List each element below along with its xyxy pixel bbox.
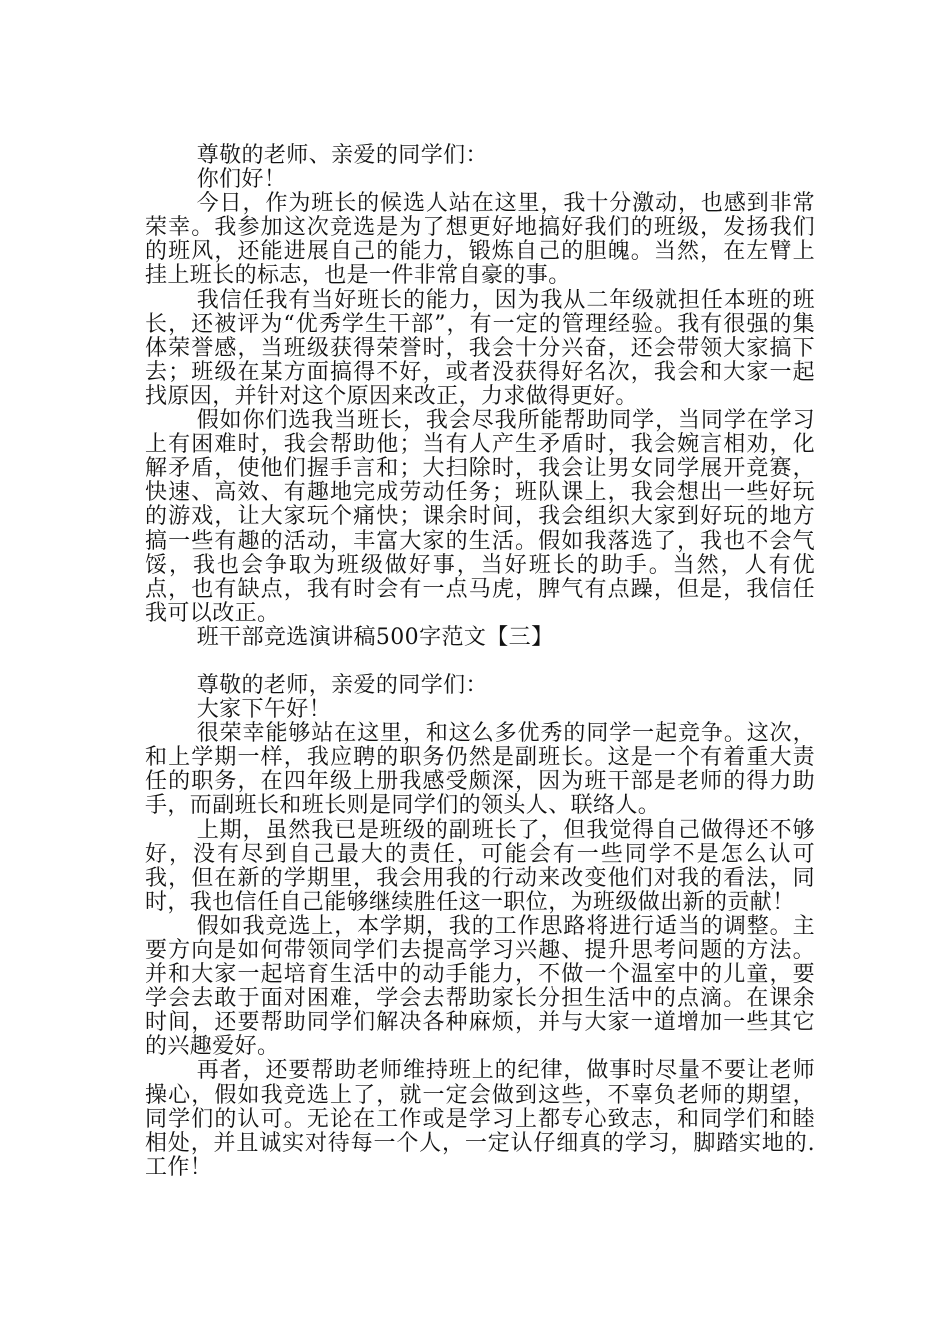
- greeting-paragraph: 尊敬的老师，亲爱的同学们：: [196, 672, 488, 698]
- section-heading: 班干部竞选演讲稿500字范文【三】: [196, 624, 554, 650]
- body-paragraph: 假如我竞选上，本学期，我的工作思路将进行适当的调整。主要方向是如何带领同学们去提高学习兴趣、提升思考问题的方法。并和大家一起培育生活中的动手能力，不做一个温室中的儿童，要学会去敢于面对困难，学会去帮助家长分担生活中的点滴。在课余时间，还要帮助同学们解决各种麻烦，并与大家一道增加一些其它的兴趣爱好。: [145, 913, 815, 1060]
- body-paragraph: 很荣幸能够站在这里，和这么多优秀的同学一起竞争。这次，和上学期一样，我应聘的职务仍然是副班长。这是一个有着重大责任的职务，在四年级上册我感受颇深，因为班干部是老师的得力助手，而副班长和班长则是同学们的领头人、联络人。: [145, 721, 815, 819]
- body-paragraph: 今日，作为班长的候选人站在这里，我十分激动，也感到非常荣幸。我参加这次竞选是为了想更好地搞好我们的班级，发扬我们的班风，还能进展自己的能力，锻炼自己的胆魄。当然，在左臂上挂上班长的标志，也是一件非常自豪的事。: [145, 191, 815, 289]
- body-paragraph: 假如你们选我当班长，我会尽我所能帮助同学，当同学在学习上有困难时，我会帮助他；当有人产生矛盾时，我会婉言相劝，化解矛盾，使他们握手言和；大扫除时，我会让男女同学展开竞赛，快速、高效、有趣地完成劳动任务；班队课上，我会想出一些好玩的游戏，让大家玩个痛快；课余时间，我会组织大家到好玩的地方搞一些有趣的活动，丰富大家的生活。假如我落选了，我也不会气馁，我也会争取为班级做好事，当好班长的助手。当然，人有优点，也有缺点，我有时会有一点马虎，脾气有点躁，但是，我信任我可以改正。: [145, 408, 815, 626]
- salutation-paragraph: 大家下午好！: [196, 697, 332, 723]
- salutation-paragraph: 你们好！: [196, 167, 287, 193]
- body-paragraph: 上期，虽然我已是班级的副班长了，但我觉得自己做得还不够好，没有尽到自己最大的责任，可能会有一些同学不是怎么认可我，但在新的学期里，我会用我的行动来改变他们对我的看法，同时，我也信任自己能够继续胜任这一职位，为班级做出新的贡献！: [145, 817, 815, 915]
- document-page: [145, 144, 815, 1180]
- section-spacer: [145, 650, 815, 674]
- body-paragraph: 我信任我有当好班长的能力，因为我从二年级就担任本班的班长，还被评为“优秀学生干部”，有一定的管理经验。我有很强的集体荣誉感，当班级获得荣誉时，我会十分兴奋，还会带领大家搞下去；班级在某方面搞得不好，或者没获得好名次，我会和大家一起找原因，并针对这个原因来改正，力求做得更好。: [145, 287, 815, 409]
- greeting-paragraph: 尊敬的老师、亲爱的同学们：: [196, 143, 488, 168]
- body-paragraph: 再者，还要帮助老师维持班上的纪律，做事时尽量不要让老师操心，假如我竞选上了，就一定会做到这些，不辜负老师的期望，同学们的认可。无论在工作或是学习上都专心致志，和同学们和睦相处，并且诚实对待每一个人，一定认仔细真的学习，脚踏实地的.工作！: [145, 1058, 815, 1180]
